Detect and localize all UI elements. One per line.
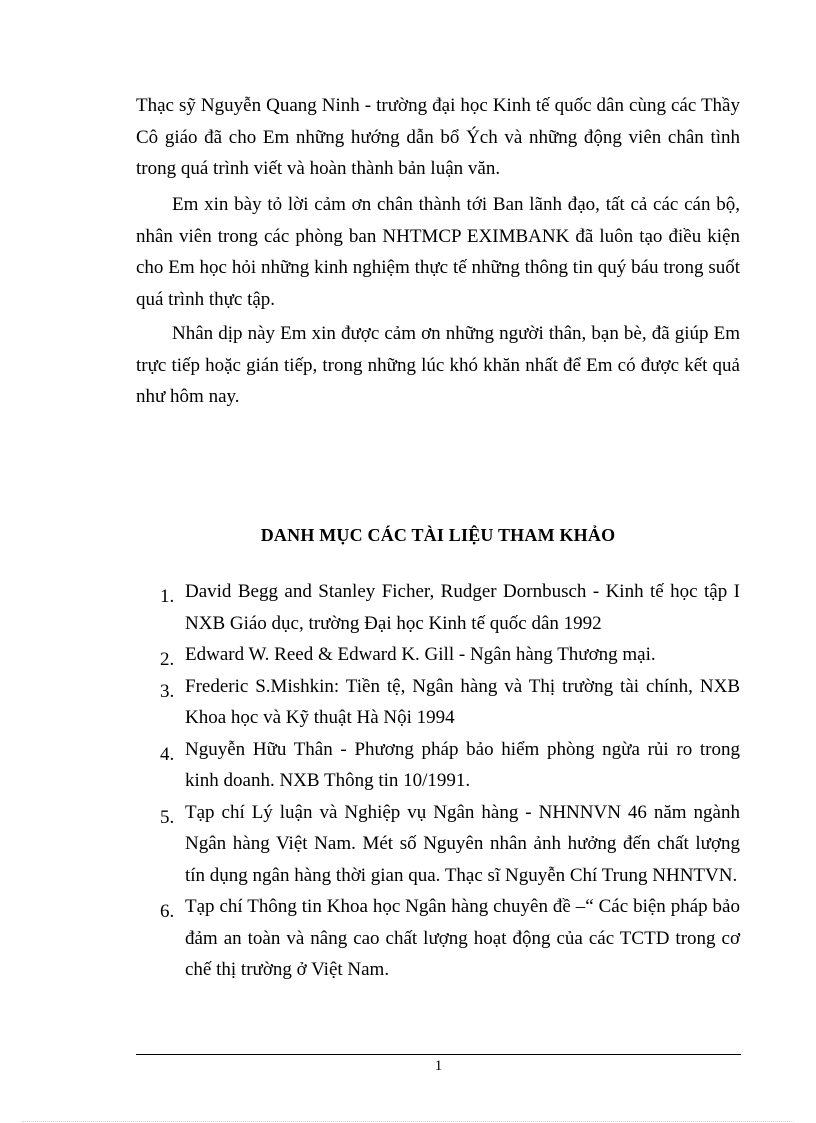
references-list [136, 576, 740, 986]
reference-item [136, 671, 740, 734]
reference-number: 6. [160, 901, 175, 922]
reference-text: Frederic S.Mishkin: Tiền tệ, Ngân hàng và Thị trường tài chính, NXB Khoa học và Kỹ thuật Hà Nội 1994 [185, 675, 740, 728]
reference-item [136, 734, 740, 797]
references-title: DANH MỤC CÁC TÀI LIỆU THAM KHẢO [260, 525, 616, 545]
reference-text: Tạp chí Thông tin Khoa học Ngân hàng chuyên đề –“ Các biện pháp bảo đảm an toàn và nâng cao chất lượng hoạt động của các TCTD trong cơ chế thị trường ở Việt Nam. [185, 896, 740, 980]
reference-number: 4. [160, 743, 175, 765]
reference-number: 3. [160, 680, 175, 702]
reference-text: Nguyễn Hữu Thân - Phương pháp bảo hiểm phòng ngừa rủi ro trong kinh doanh. NXB Thông tin 10/1991. [185, 738, 740, 791]
reference-text: Edward W. Reed & Edward K. Gill - Ngân hàng Thương mại. [185, 644, 656, 665]
reference-item [136, 891, 740, 986]
reference-item [136, 576, 740, 639]
page-bottom-edge [22, 1121, 794, 1122]
acknowledgement-paragraph-3: Nhân dịp này Em xin được cảm ơn những người thân, bạn bè, đã giúp Em trực tiếp hoặc gián tiếp, trong những lúc khó khăn nhất để Em có được kết quả như hôm nay. [136, 323, 740, 407]
reference-number: 5. [160, 806, 175, 828]
acknowledgement-paragraph-2: Em xin bày tỏ lời cảm ơn chân thành tới Ban lãnh đạo, tất cả các cán bộ, nhân viên trong các phòng ban NHTMCP EXIMBANK đã luôn tạo điều kiện cho Em học hỏi những kinh nghiệm thực tế những thông tin quý báu trong suốt quá trình thực tập. [136, 194, 740, 310]
reference-number: 2. [160, 649, 175, 670]
reference-item [136, 797, 740, 892]
reference-text: David Begg and Stanley Ficher, Rudger Dornbusch - Kinh tế học tập I NXB Giáo dục, trường Đại học Kinh tế quốc dân 1992 [185, 581, 740, 634]
acknowledgement-paragraph-1: Thạc sỹ Nguyễn Quang Ninh - trường đại học Kinh tế quốc dân cùng các Thầy Cô giáo đã cho Em những hướng dẫn bổ Ých và những động viên chân tình trong quá trình viết và hoàn thành bản luận văn. [136, 95, 740, 179]
reference-item [136, 639, 740, 671]
footer-divider [136, 1054, 741, 1055]
reference-number: 1. [160, 586, 175, 607]
reference-text: Tạp chí Lý luận và Nghiệp vụ Ngân hàng - NHNNVN 46 năm ngành Ngân hàng Việt Nam. Mét số Nguyên nhân ảnh hưởng đến chất lượng tín dụng ngân hàng thời gian qua. Thạc sĩ Nguyễn Chí Trung NHNTVN. [185, 801, 740, 886]
page-number: 1 [434, 1058, 443, 1074]
